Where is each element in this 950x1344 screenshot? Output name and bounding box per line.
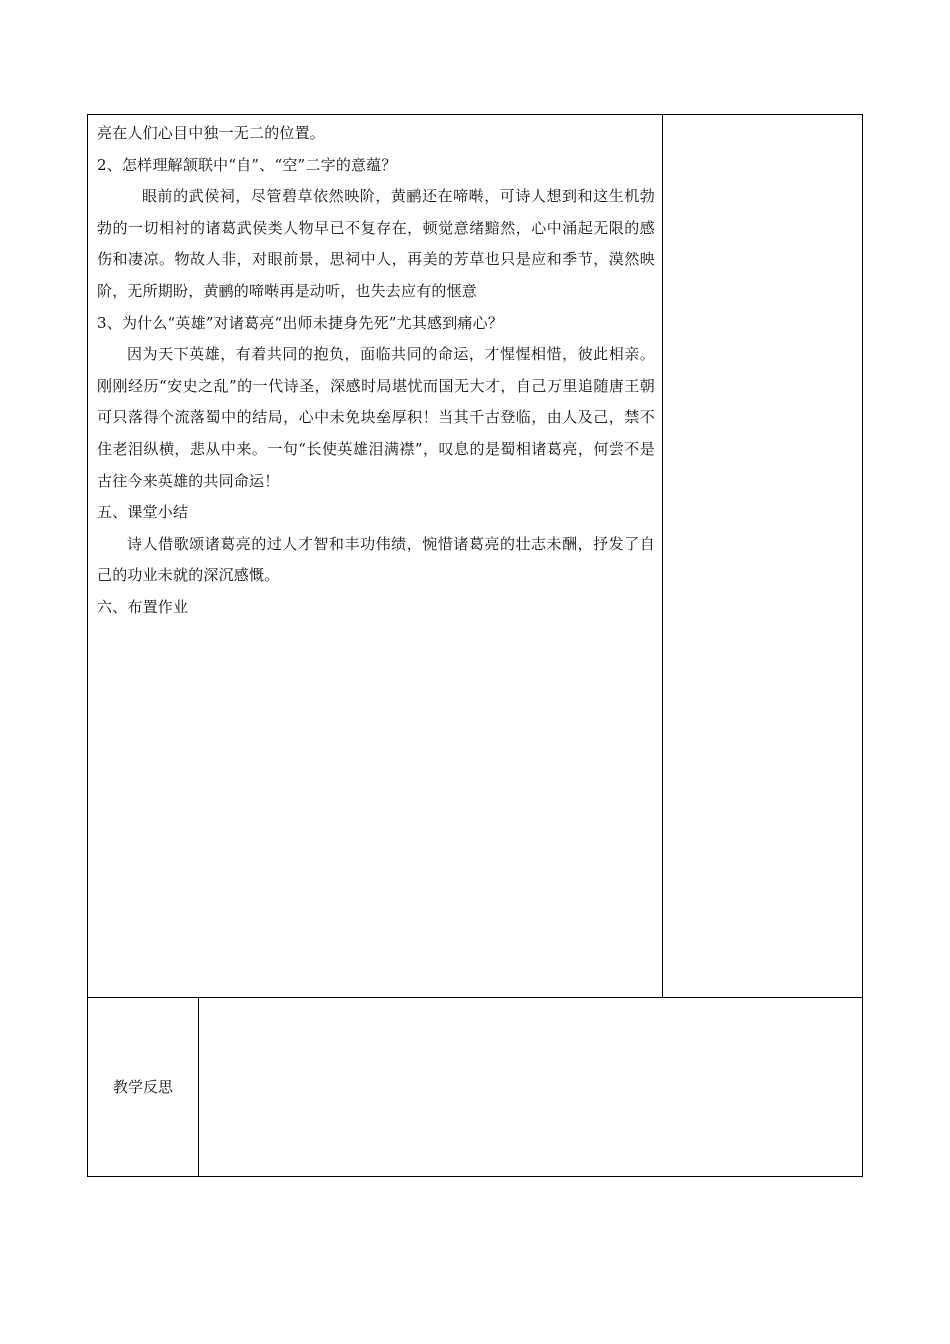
lesson-content-cell: [97, 118, 655, 624]
answer-2: 眼前的武侯祠，尽管碧草依然映阶，黄鹂还在啼啭，可诗人想到和这生机勃勃的一切相衬的诸葛武侯类人物早已不复存在，顿觉意绪黯然，心中涌起无限的感伤和凄凉。物故人非，对眼前景，思祠中人，再美的芳草也只是应和季节，漠然映阶，无所期盼，黄鹂的啼啭再是动听，也失去应有的惬意: [97, 187, 655, 300]
teaching-reflection-label: [88, 997, 198, 1176]
question-3: 3、为什么“英雄”对诸葛亮“出师未捷身先死”尤其感到痛心？: [97, 313, 504, 332]
summary-paragraph: 诗人借歌颂诸葛亮的过人才智和丰功伟绩，惋惜诸葛亮的壮志未酬，抒发了自己的功业未就的深沉感慨。: [97, 534, 655, 585]
continued-paragraph: 亮在人们心目中独一无二的位置。: [97, 124, 326, 142]
teaching-reflection-text: 教学反思: [112, 1078, 173, 1096]
section-heading-homework: 六、布置作业: [97, 597, 189, 616]
question-2: 2、怎样理解颔联中“自”、“空”二字的意蕴？: [97, 155, 397, 174]
teaching-reflection-cell: [199, 998, 862, 1176]
notes-column-cell: [663, 115, 862, 997]
section-heading-summary: 五、课堂小结: [97, 503, 189, 522]
lesson-table: [87, 114, 863, 1177]
answer-3: 因为天下英雄，有着共同的抱负，面临共同的命运，才惺惺相惜，彼此相亲。刚刚经历“安史之乱”的一代诗圣，深感时局堪忧而国无大才，自己万里追随唐王朝可只落得个流落蜀中的结局，心中未免块垒厚积！当其千古登临，由人及己，禁不住老泪纵横，悲从中来。一句“长使英雄泪满襟”，叹息的是蜀相诸葛亮，何尝不是古往今来英雄的共同命运！: [97, 345, 655, 490]
